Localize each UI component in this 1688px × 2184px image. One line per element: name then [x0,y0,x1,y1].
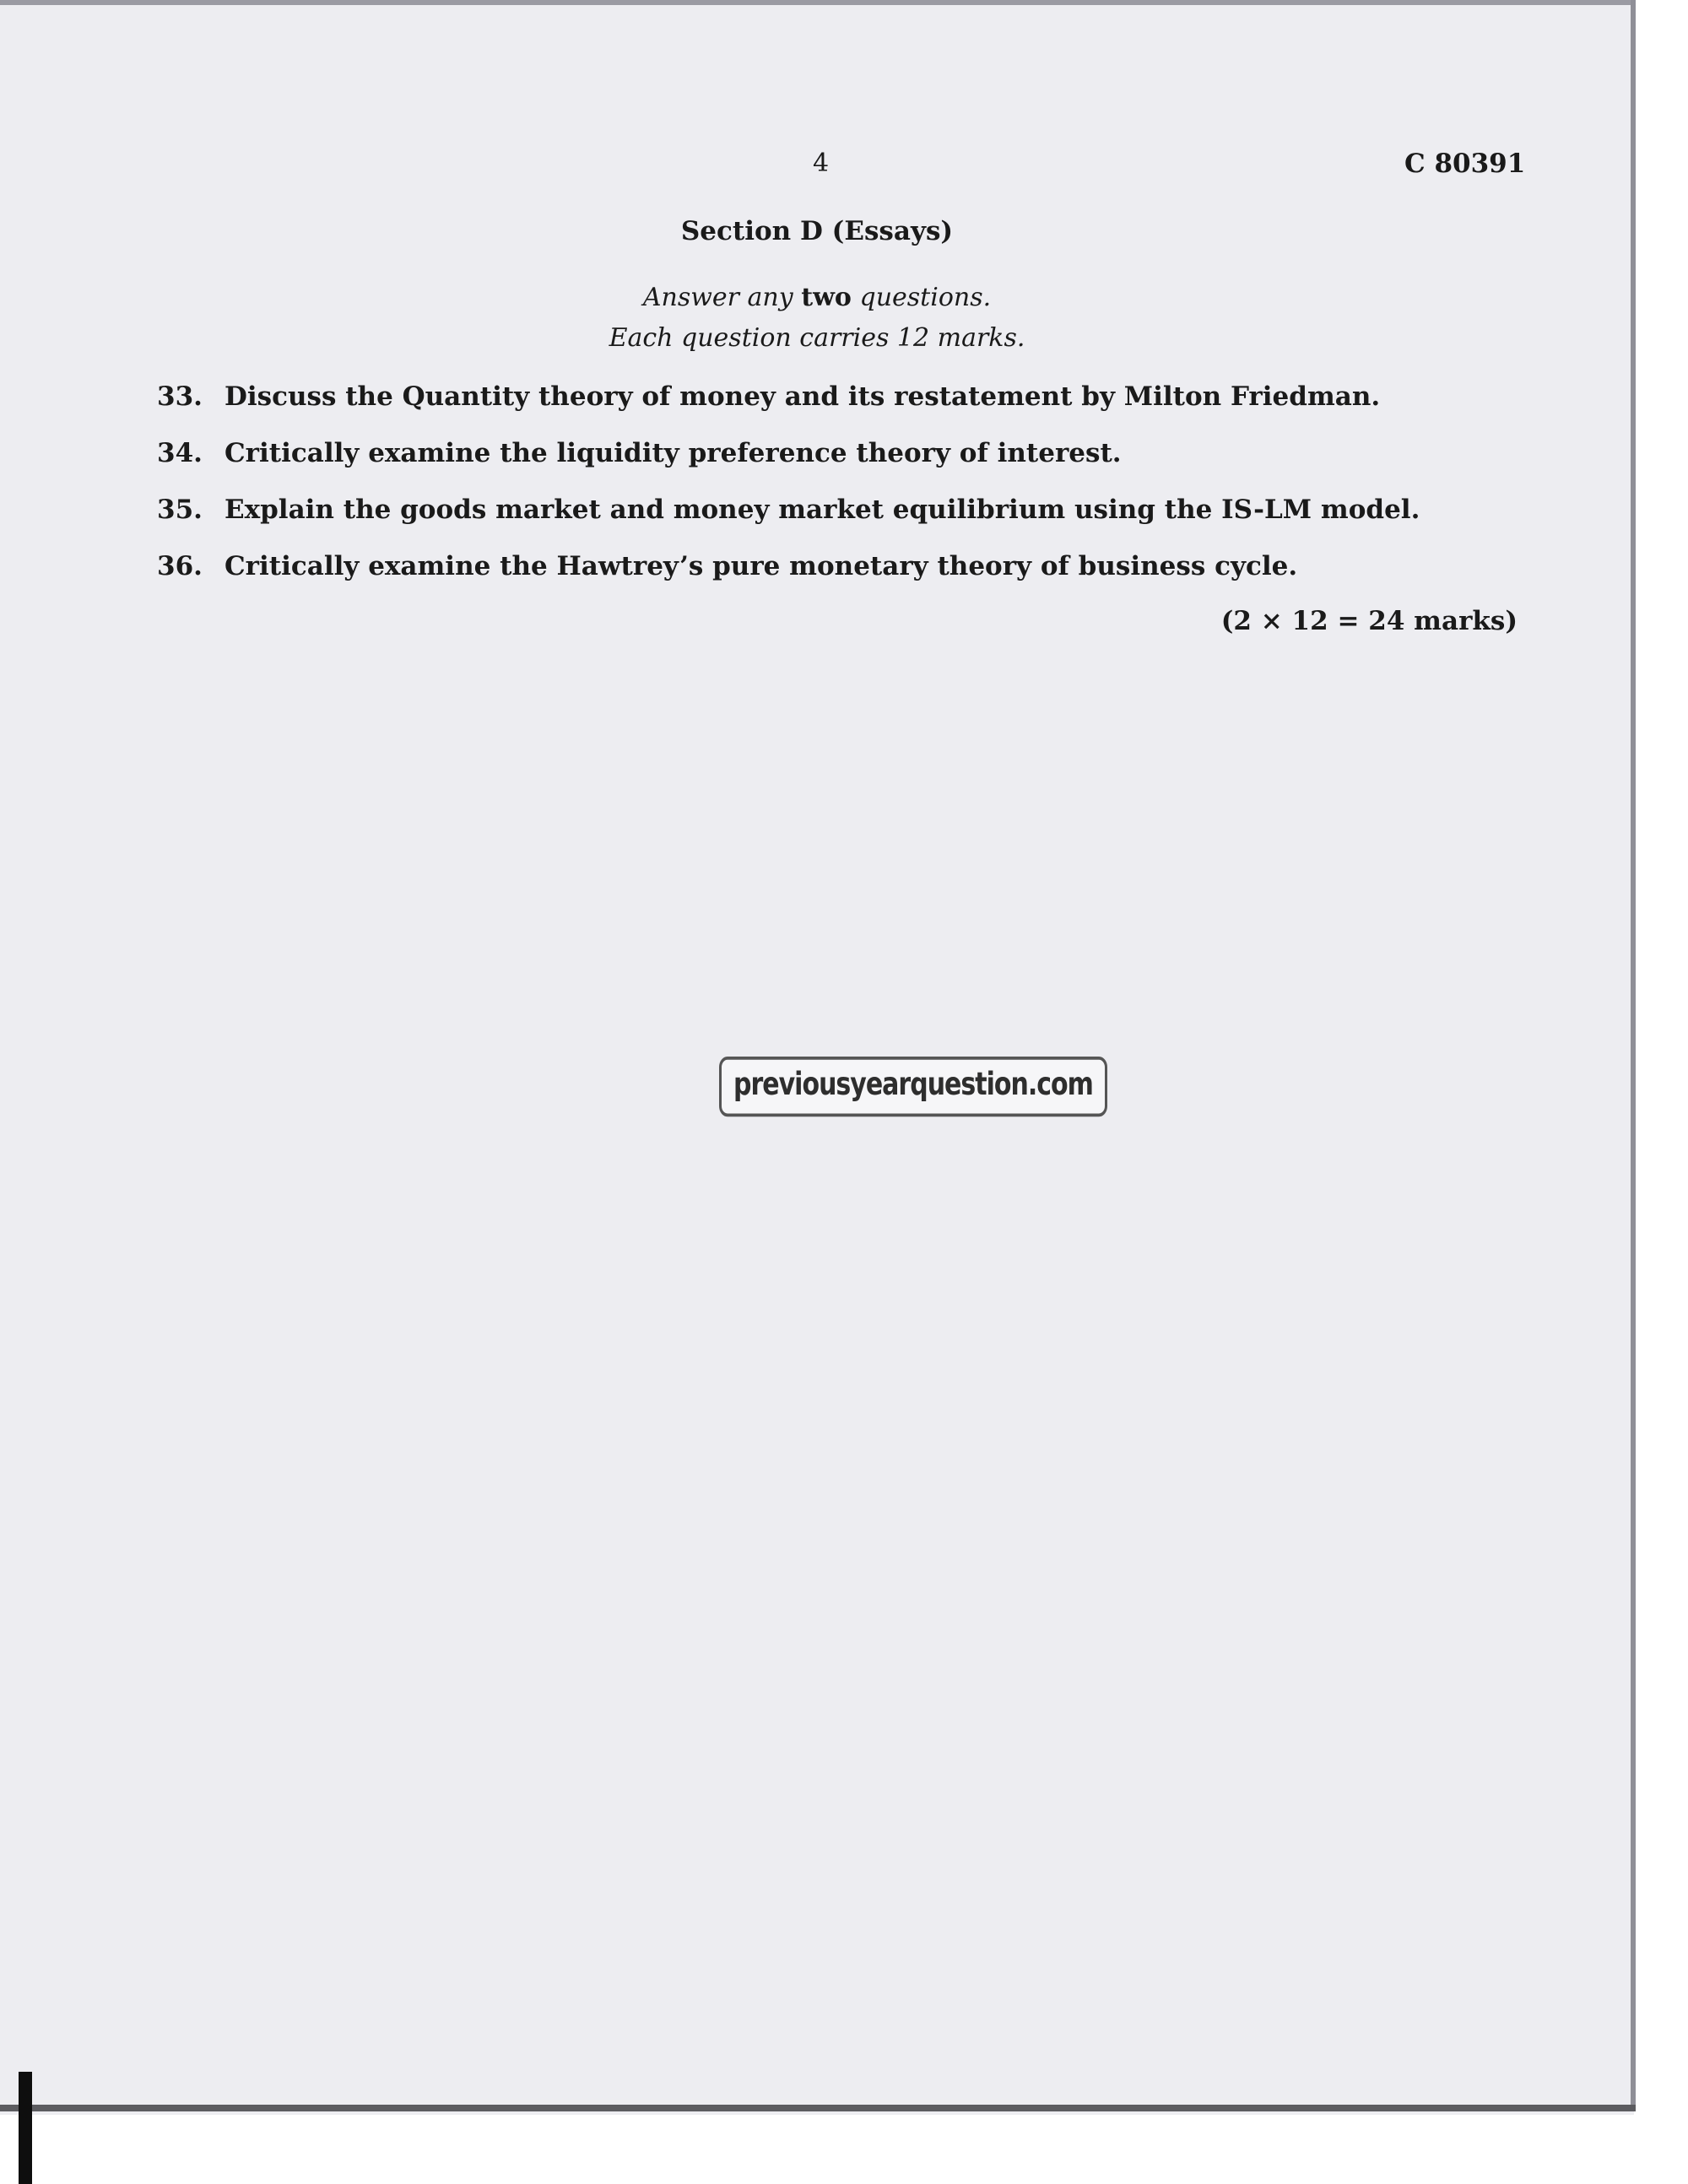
binding-strip [19,2072,32,2184]
question-item [157,495,1541,551]
instruction-prefix: Answer any [642,283,802,312]
question-number: 36. [157,551,203,581]
instruction-emphasis: two [801,283,852,312]
question-text: Explain the goods market and money market equilibrium using the IS-LM model. [225,495,1420,525]
page-bottom-edge [0,2105,1636,2111]
question-item [157,438,1541,495]
page-number: 4 [813,149,830,178]
watermark-stamp: previousyearquestion.com [719,1057,1107,1116]
question-item [157,551,1541,608]
instruction-suffix: questions. [851,283,992,312]
question-text: Discuss the Quantity theory of money and its restatement by Milton Friedman. [225,381,1381,412]
section-title: Section D (Essays) [680,216,954,246]
question-text: Critically examine the liquidity preference theory of interest. [225,438,1122,468]
question-list [157,381,1541,608]
question-number: 33. [157,381,203,412]
question-number: 34. [157,438,203,468]
question-text: Critically examine the Hawtrey’s pure monetary theory of business cycle. [225,551,1298,581]
marks-instruction: Each question carries 12 marks. [609,323,1025,353]
page-edge-shadow [1631,0,1636,2110]
answer-instruction [0,283,1634,312]
question-item [157,381,1541,438]
paper-code: C 80391 [1404,149,1526,179]
total-marks: (2 × 12 = 24 marks) [1220,606,1518,636]
question-number: 35. [157,495,203,525]
